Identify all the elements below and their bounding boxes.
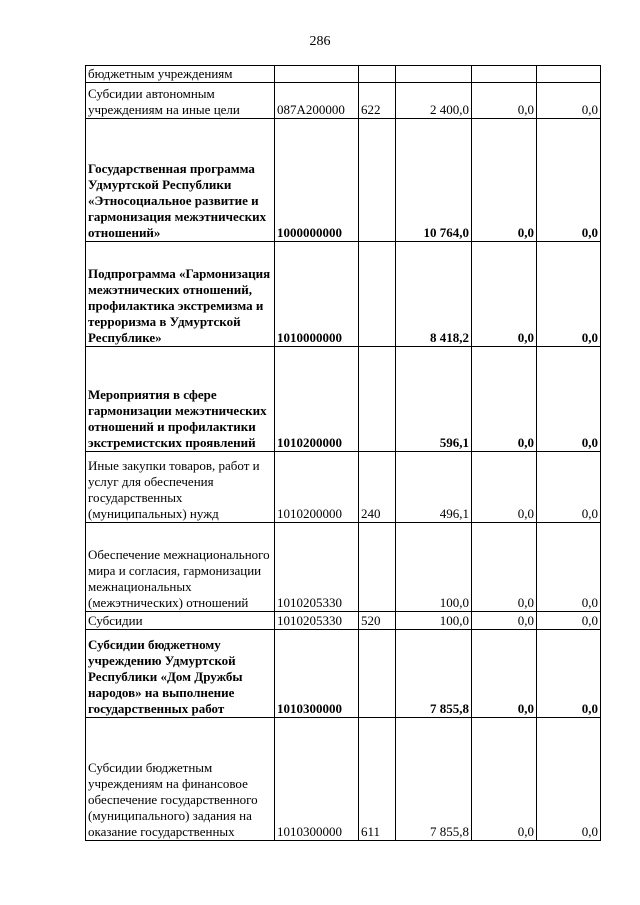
row-sum-cell: 7 855,8 — [396, 718, 472, 841]
row-value1-cell: 0,0 — [472, 83, 537, 119]
row-code-cell: 1000000000 — [275, 119, 359, 242]
row-type-cell: 520 — [359, 612, 396, 630]
row-value1-cell: 0,0 — [472, 119, 537, 242]
row-name-cell: Субсидии бюджетному учреждению Удмуртской Республики «Дом Дружбы народов» на выполнение государственных работ — [86, 630, 275, 718]
row-type-cell: 240 — [359, 452, 396, 523]
row-sum-cell: 8 418,2 — [396, 242, 472, 347]
row-type-cell — [359, 523, 396, 612]
row-sum-cell — [396, 66, 472, 83]
row-value1-cell: 0,0 — [472, 452, 537, 523]
row-name-cell: бюджетным учреждениям — [86, 66, 275, 83]
row-sum-cell: 2 400,0 — [396, 83, 472, 119]
row-code-cell: 1010200000 — [275, 452, 359, 523]
table-row — [86, 630, 601, 718]
row-value2-cell: 0,0 — [537, 630, 601, 718]
row-value2-cell: 0,0 — [537, 523, 601, 612]
row-name-cell: Обеспечение межнационального мира и согласия, гармонизации межнациональных (межэтнических) отношений — [86, 523, 275, 612]
table-row — [86, 718, 601, 841]
row-sum-cell: 7 855,8 — [396, 630, 472, 718]
row-value2-cell: 0,0 — [537, 83, 601, 119]
row-value1-cell — [472, 66, 537, 83]
row-code-cell: 1010000000 — [275, 242, 359, 347]
row-value2-cell — [537, 66, 601, 83]
row-value1-cell: 0,0 — [472, 242, 537, 347]
row-value1-cell: 0,0 — [472, 630, 537, 718]
row-name-cell: Субсидии — [86, 612, 275, 630]
table-row — [86, 242, 601, 347]
row-sum-cell: 496,1 — [396, 452, 472, 523]
row-type-cell — [359, 630, 396, 718]
row-name-cell: Подпрограмма «Гармонизация межэтнических отношений, профилактика экстремизма и терроризма в Удмуртской Республике» — [86, 242, 275, 347]
row-value1-cell: 0,0 — [472, 347, 537, 452]
row-type-cell: 611 — [359, 718, 396, 841]
table-row — [86, 83, 601, 119]
row-name-cell: Мероприятия в сфере гармонизации межэтнических отношений и профилактики экстремистских проявлений — [86, 347, 275, 452]
row-code-cell: 1010300000 — [275, 718, 359, 841]
row-type-cell — [359, 119, 396, 242]
row-type-cell — [359, 66, 396, 83]
row-sum-cell: 100,0 — [396, 612, 472, 630]
row-type-cell — [359, 347, 396, 452]
row-value2-cell: 0,0 — [537, 242, 601, 347]
row-value1-cell: 0,0 — [472, 612, 537, 630]
row-value2-cell: 0,0 — [537, 612, 601, 630]
row-sum-cell: 100,0 — [396, 523, 472, 612]
table-row — [86, 66, 601, 83]
table-row — [86, 452, 601, 523]
row-code-cell — [275, 66, 359, 83]
row-code-cell: 1010300000 — [275, 630, 359, 718]
row-value2-cell: 0,0 — [537, 452, 601, 523]
row-name-cell: Государственная программа Удмуртской Республики «Этносоциальное развитие и гармонизация межэтнических отношений» — [86, 119, 275, 242]
row-code-cell: 1010205330 — [275, 523, 359, 612]
table-row — [86, 523, 601, 612]
row-value2-cell: 0,0 — [537, 718, 601, 841]
row-name-cell: Субсидии бюджетным учреждениям на финансовое обеспечение государственного (муниципального) задания на оказание государственных — [86, 718, 275, 841]
table-row — [86, 119, 601, 242]
row-sum-cell: 10 764,0 — [396, 119, 472, 242]
table-row — [86, 612, 601, 630]
row-type-cell — [359, 242, 396, 347]
row-code-cell: 1010200000 — [275, 347, 359, 452]
row-name-cell: Субсидии автономным учреждениям на иные цели — [86, 83, 275, 119]
row-sum-cell: 596,1 — [396, 347, 472, 452]
row-code-cell: 1010205330 — [275, 612, 359, 630]
row-name-cell: Иные закупки товаров, работ и услуг для обеспечения государственных (муниципальных) нужд — [86, 452, 275, 523]
row-code-cell: 087А200000 — [275, 83, 359, 119]
row-type-cell: 622 — [359, 83, 396, 119]
row-value1-cell: 0,0 — [472, 523, 537, 612]
row-value2-cell: 0,0 — [537, 119, 601, 242]
row-value2-cell: 0,0 — [537, 347, 601, 452]
row-value1-cell: 0,0 — [472, 718, 537, 841]
budget-table — [85, 65, 601, 841]
table-row — [86, 347, 601, 452]
page-number: 286 — [309, 34, 331, 49]
